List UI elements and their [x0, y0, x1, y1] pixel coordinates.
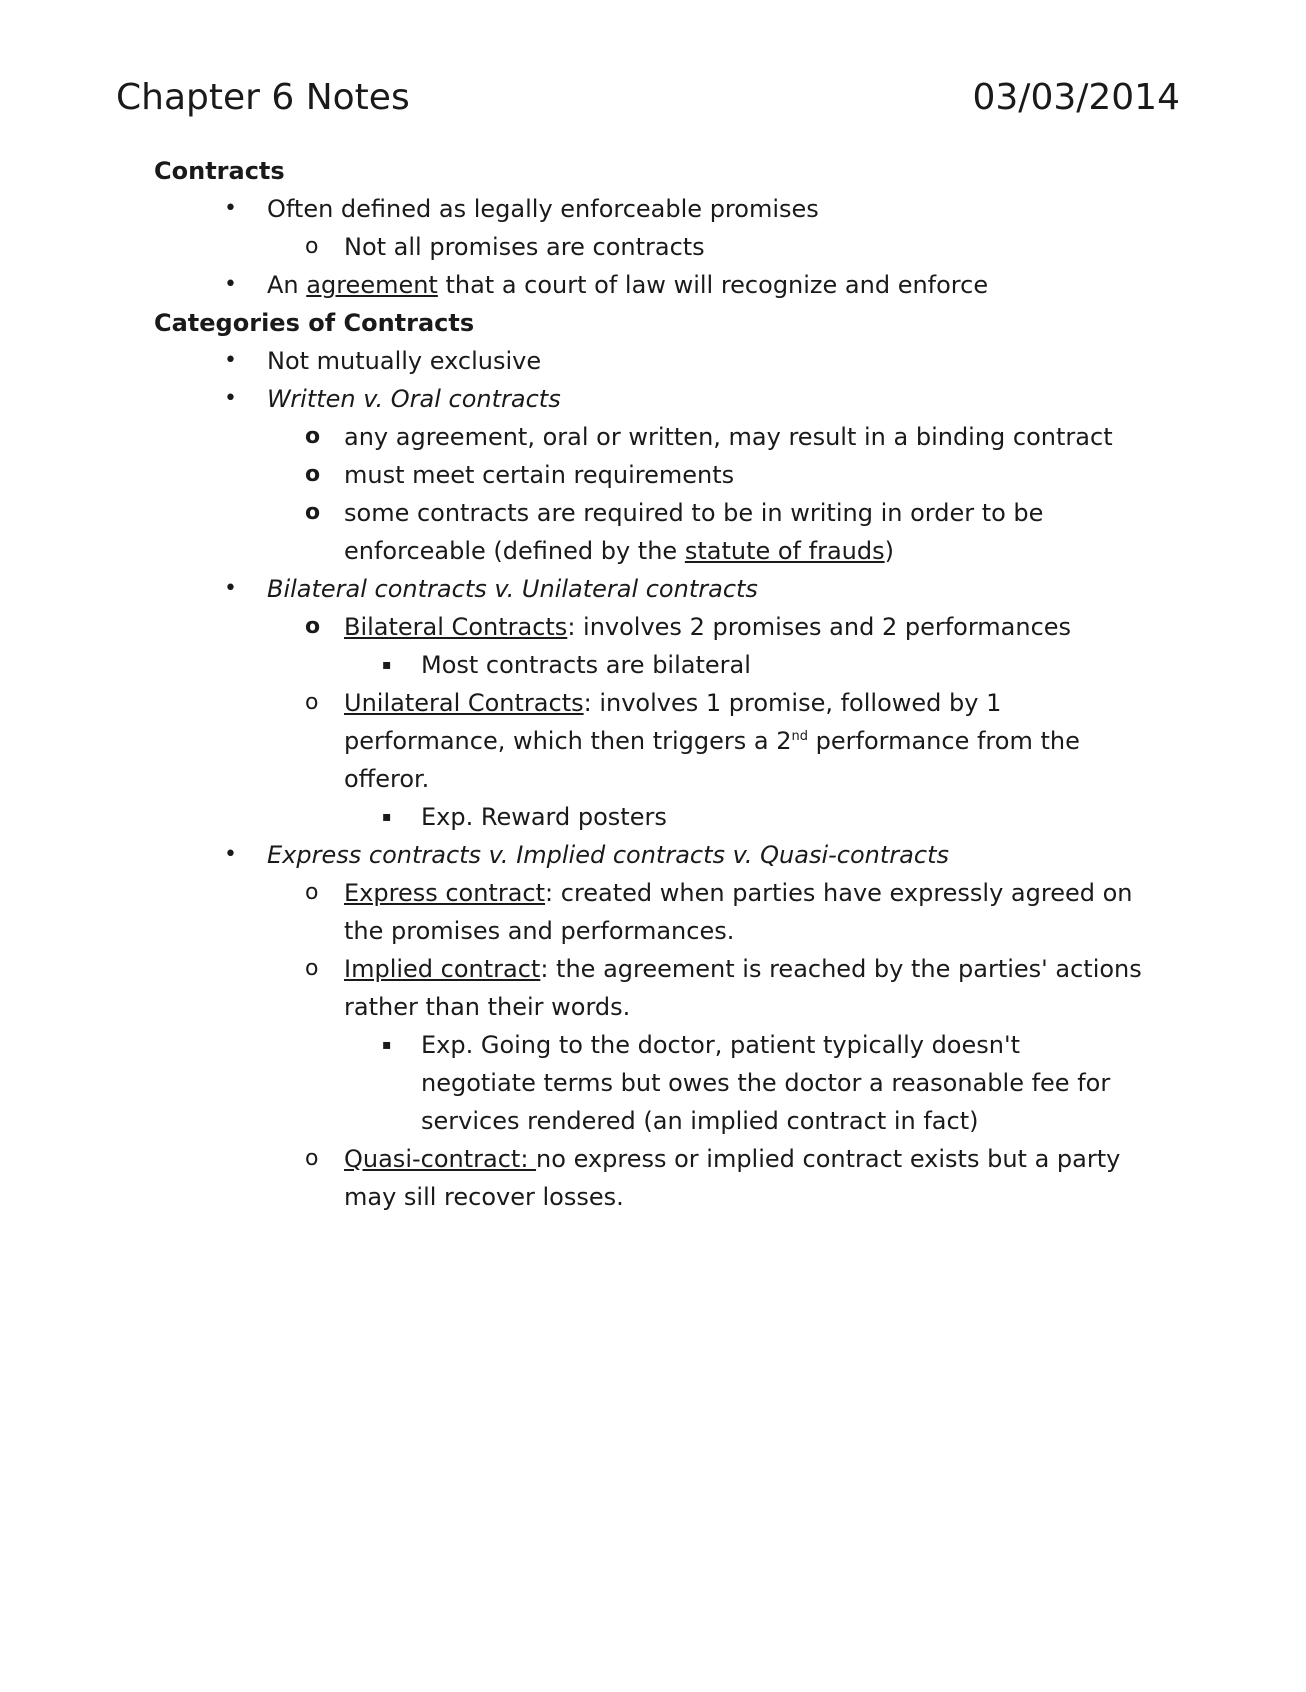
- list-item: [0, 950, 1164, 1026]
- list-item: [0, 342, 1306, 380]
- disc-bullet-icon: •: [224, 348, 237, 373]
- circle-bullet-icon: o: [305, 234, 319, 259]
- list-item: [0, 228, 1306, 266]
- list-item-text: that a court of law will recognize and enforce: [437, 271, 989, 299]
- page-title: Chapter 6 Notes: [116, 77, 410, 118]
- list-item: [0, 380, 1306, 418]
- list-item: [0, 836, 1306, 874]
- list-item: [0, 1026, 1121, 1140]
- list-item-text: Exp. Reward posters: [421, 803, 667, 831]
- disc-bullet-icon: •: [224, 576, 237, 601]
- underlined-term: Express contract: [344, 879, 546, 907]
- category-label: Written v. Oral contracts: [267, 385, 561, 413]
- underlined-term: Quasi-contract:: [344, 1145, 537, 1173]
- circle-bullet-icon: o: [305, 880, 319, 905]
- list-item: [0, 608, 1164, 646]
- list-item-text: ): [884, 537, 894, 565]
- list-item: [0, 266, 1306, 304]
- list-item: [0, 798, 1121, 836]
- list-item-text: : involves 2 promises and 2 performances: [567, 613, 1072, 641]
- list-item: [0, 456, 1164, 494]
- list-item: [0, 190, 1306, 228]
- page-date: 03/03/2014: [972, 77, 1180, 118]
- list-item-text: Most contracts are bilateral: [421, 651, 751, 679]
- list-item: [0, 874, 1164, 950]
- category-label: Express contracts v. Implied contracts v. Quasi-contracts: [267, 841, 949, 869]
- circle-bullet-icon: o: [305, 500, 321, 525]
- circle-bullet-icon: o: [305, 462, 321, 487]
- notes-body: [0, 152, 1306, 1216]
- circle-bullet-icon: o: [305, 690, 319, 715]
- list-item-text: Not mutually exclusive: [267, 347, 542, 375]
- list-item-text: Exp. Going to the doctor, patient typically doesn't negotiate terms but owes the doctor a reasonable fee for services rendered (an implied contract in fact): [421, 1031, 1111, 1135]
- disc-bullet-icon: •: [224, 842, 237, 867]
- disc-bullet-icon: •: [224, 272, 237, 297]
- disc-bullet-icon: •: [224, 196, 237, 221]
- list-item-text: Often defined as legally enforceable promises: [267, 195, 819, 223]
- list-item-text: any agreement, oral or written, may result in a binding contract: [344, 423, 1113, 451]
- underlined-term: Unilateral Contracts: [344, 689, 584, 717]
- list-item-text: : created when parties have expressly agreed on the promises and performances.: [344, 879, 1133, 945]
- section-heading-categories: Categories of Contracts: [154, 309, 475, 337]
- underlined-term: Bilateral Contracts: [344, 613, 568, 641]
- list-item: [0, 1140, 1164, 1216]
- circle-bullet-icon: o: [305, 424, 321, 449]
- underlined-term: statute of frauds: [684, 537, 885, 565]
- category-label: Bilateral contracts v. Unilateral contracts: [267, 575, 758, 603]
- list-item: [0, 570, 1306, 608]
- list-item: [0, 646, 1121, 684]
- list-item: [0, 684, 1164, 798]
- square-bullet-icon: ▪: [382, 1037, 392, 1053]
- list-item-text: some contracts are required to be in writing in order to be enforceable (defined by the: [344, 499, 1044, 565]
- underlined-term: Implied contract: [344, 955, 541, 983]
- circle-bullet-icon: o: [305, 956, 319, 981]
- superscript-text: nd: [791, 729, 809, 744]
- list-item-text: Not all promises are contracts: [344, 233, 705, 261]
- list-item-text: must meet certain requirements: [344, 461, 735, 489]
- square-bullet-icon: ▪: [382, 809, 392, 825]
- circle-bullet-icon: o: [305, 614, 321, 639]
- square-bullet-icon: ▪: [382, 657, 392, 673]
- disc-bullet-icon: •: [224, 386, 237, 411]
- list-item: [0, 494, 1164, 570]
- underlined-term: agreement: [306, 271, 438, 299]
- section-heading-contracts: Contracts: [154, 157, 285, 185]
- list-item-text: : involves 1 promise, followed by 1 performance, which then triggers a 2: [344, 689, 1002, 755]
- circle-bullet-icon: o: [305, 1146, 319, 1171]
- list-item-text: An: [267, 271, 307, 299]
- list-item: [0, 418, 1164, 456]
- list-item-text: performance from the offeror.: [344, 727, 1080, 793]
- list-item-text: no express or implied contract exists but a party may sill recover losses.: [344, 1145, 1121, 1211]
- list-item-text: : the agreement is reached by the parties' actions rather than their words.: [344, 955, 1142, 1021]
